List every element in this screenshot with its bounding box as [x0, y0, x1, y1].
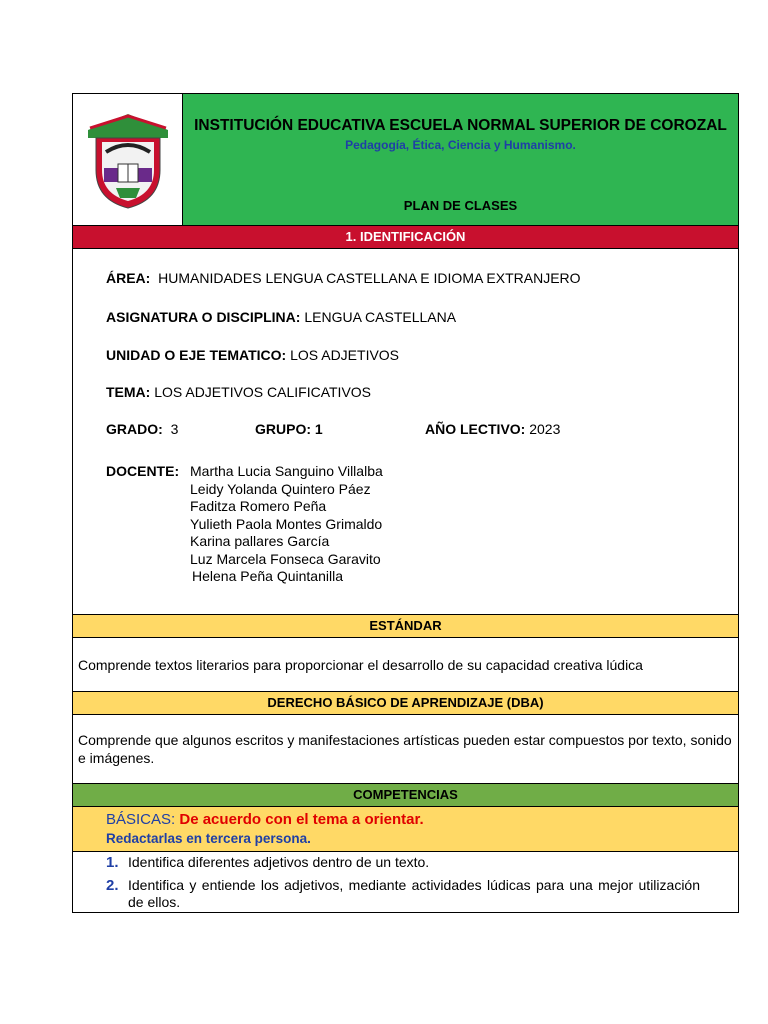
area-value: HUMANIDADES LENGUA CASTELLANA E IDIOMA EXTRANJERO [158, 270, 581, 286]
estandar-text [72, 638, 739, 691]
grado-row [106, 421, 178, 437]
docente-name: Luz Marcela Fonseca Garavito [190, 550, 381, 567]
tema-label: TEMA: [106, 384, 151, 400]
asignatura-row [106, 309, 456, 325]
school-logo [73, 94, 183, 225]
competencias-heading: COMPETENCIAS [72, 783, 739, 807]
docente-name: Leidy Yolanda Quintero Páez [190, 480, 371, 497]
basicas-line [106, 807, 738, 828]
header-title-cell [183, 94, 738, 225]
docente-label: DOCENTE: [106, 463, 180, 479]
anio-label: AÑO LECTIVO: [425, 421, 526, 437]
institution-name: INSTITUCIÓN EDUCATIVA ESCUELA NORMAL SUPERIOR DE COROZAL [194, 117, 727, 134]
redactar-note: Redactarlas en tercera persona. [106, 831, 311, 846]
tema-value: LOS ADJETIVOS CALIFICATIVOS [154, 384, 372, 400]
dba-heading: DERECHO BÁSICO DE APRENDIZAJE (DBA) [72, 691, 739, 715]
item-text: Identifica diferentes adjetivos dentro de un texto. [128, 854, 430, 870]
grado-value: 3 [170, 421, 179, 437]
docentes-list [190, 463, 383, 586]
estandar-body: Comprende textos literarios para proporcionar el desarrollo de su capacidad creativa lúdica [78, 656, 643, 673]
plan-title: PLAN DE CLASES [403, 198, 518, 213]
grupo-label: GRUPO: 1 [255, 421, 323, 437]
item-number: 1. [106, 854, 119, 871]
unidad-label: UNIDAD O EJE TEMATICO: [106, 347, 287, 363]
asignatura-value: LENGUA CASTELLANA [304, 309, 457, 325]
item-number: 2. [106, 877, 119, 894]
competencias-list [72, 851, 739, 913]
dba-text: Comprende que algunos escritos y manifestaciones artísticas pueden estar compuestos por texto, sonido e imágenes. [72, 715, 739, 783]
area-row [106, 270, 581, 286]
area-label: ÁREA: [106, 270, 151, 286]
docente-name: Faditza Romero Peña [190, 498, 327, 514]
basicas-note: De acuerdo con el tema a orientar. [179, 811, 424, 828]
estandar-heading: ESTÁNDAR [72, 614, 739, 638]
docente-name: Karina pallares García [190, 533, 330, 549]
identificacion-section [72, 249, 739, 614]
tema-row [106, 384, 371, 400]
institution-motto: Pedagogía, Ética, Ciencia y Humanismo. [345, 138, 576, 152]
lesson-plan-document [72, 93, 739, 913]
list-item [106, 854, 700, 871]
anio-row [425, 421, 560, 437]
document-header [72, 93, 739, 225]
docente-row [106, 463, 179, 479]
grupo-row [255, 421, 323, 437]
basicas-section [72, 807, 739, 851]
docente-name: Martha Lucia Sanguino Villalba [190, 463, 383, 479]
asignatura-label: ASIGNATURA O DISCIPLINA: [106, 309, 301, 325]
anio-value: 2023 [529, 421, 561, 437]
identificacion-heading: 1. IDENTIFICACIÓN [72, 225, 739, 249]
docente-name: Helena Peña Quintanilla [192, 568, 343, 584]
school-crest-icon [80, 108, 176, 212]
docente-name: Yulieth Paola Montes Grimaldo [190, 515, 383, 532]
unidad-value: LOS ADJETIVOS [290, 347, 400, 363]
item-text: Identifica y entiende los adjetivos, mediante actividades lúdicas para una mejor utilización de ellos. [128, 877, 700, 910]
basicas-label: BÁSICAS: [106, 811, 176, 828]
grado-label: GRADO: [106, 421, 163, 437]
list-item [106, 877, 700, 911]
unidad-row [106, 347, 399, 363]
